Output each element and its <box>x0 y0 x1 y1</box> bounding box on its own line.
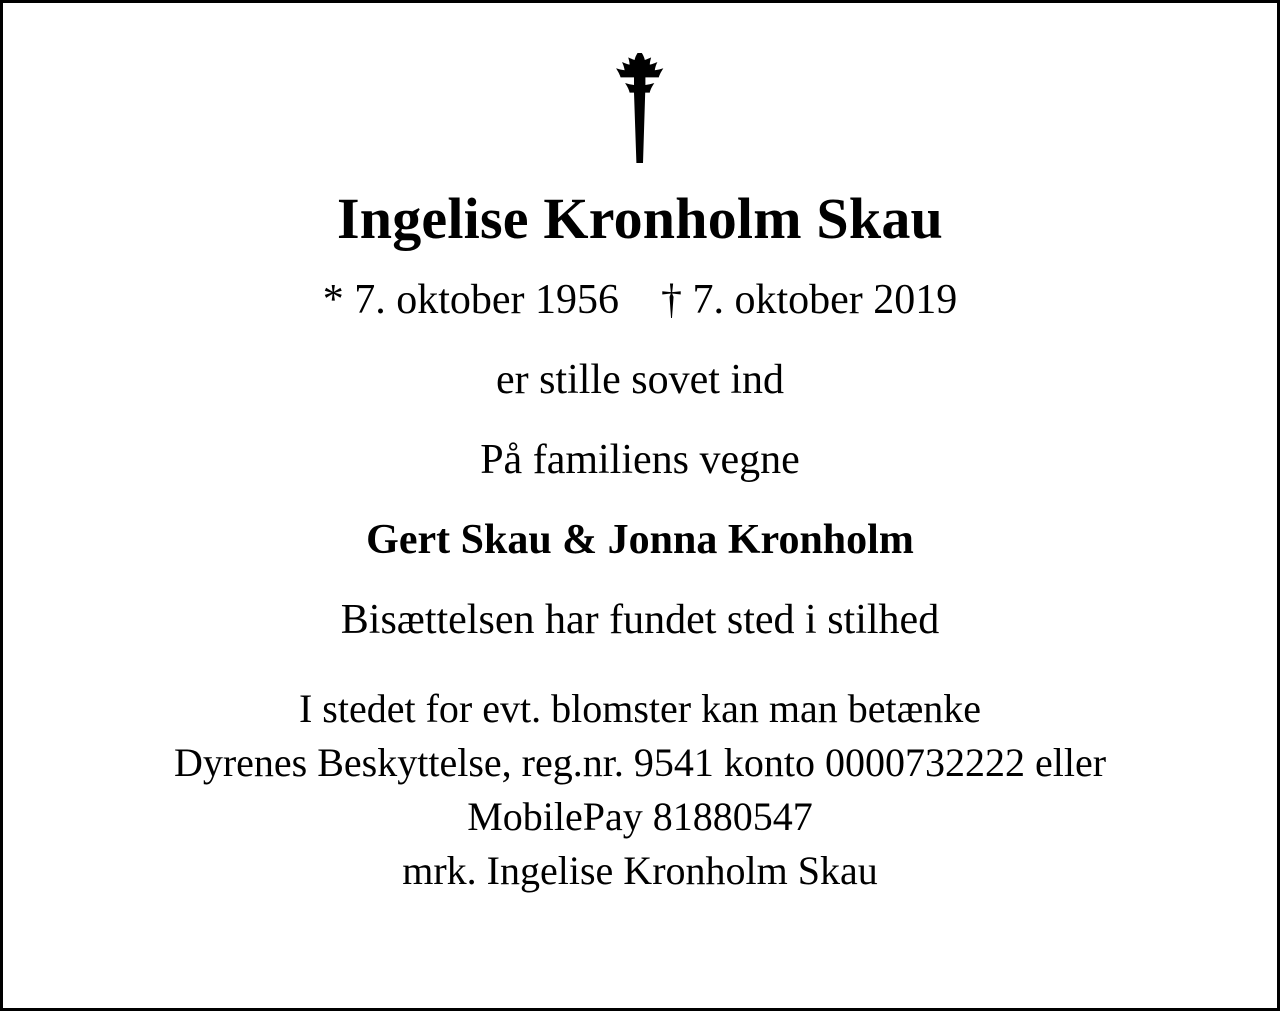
passing-text: er stille sovet ind <box>495 356 785 403</box>
donation-block <box>174 682 1106 898</box>
cross-symbol-container <box>3 49 1277 167</box>
donation-line-2: Dyrenes Beskyttelse, reg.nr. 9541 konto 0000732222 eller <box>173 739 1107 785</box>
deceased-name: Ingelise Kronholm Skau <box>336 186 944 251</box>
donation-line-1: I stedet for evt. blomster kan man betænke <box>298 685 982 731</box>
survivors-names: Gert Skau & Jonna Kronholm <box>366 516 914 563</box>
donation-line-4: mrk. Ingelise Kronholm Skau <box>402 847 878 893</box>
on-behalf-text: På familiens vegne <box>480 436 800 483</box>
latin-cross-icon <box>612 49 668 167</box>
funeral-text: Bisættelsen har fundet sted i stilhed <box>340 596 940 643</box>
donation-line-3: MobilePay 81880547 <box>467 793 813 839</box>
birth-death-dates: * 7. oktober 1956 † 7. oktober 2019 <box>322 276 958 323</box>
